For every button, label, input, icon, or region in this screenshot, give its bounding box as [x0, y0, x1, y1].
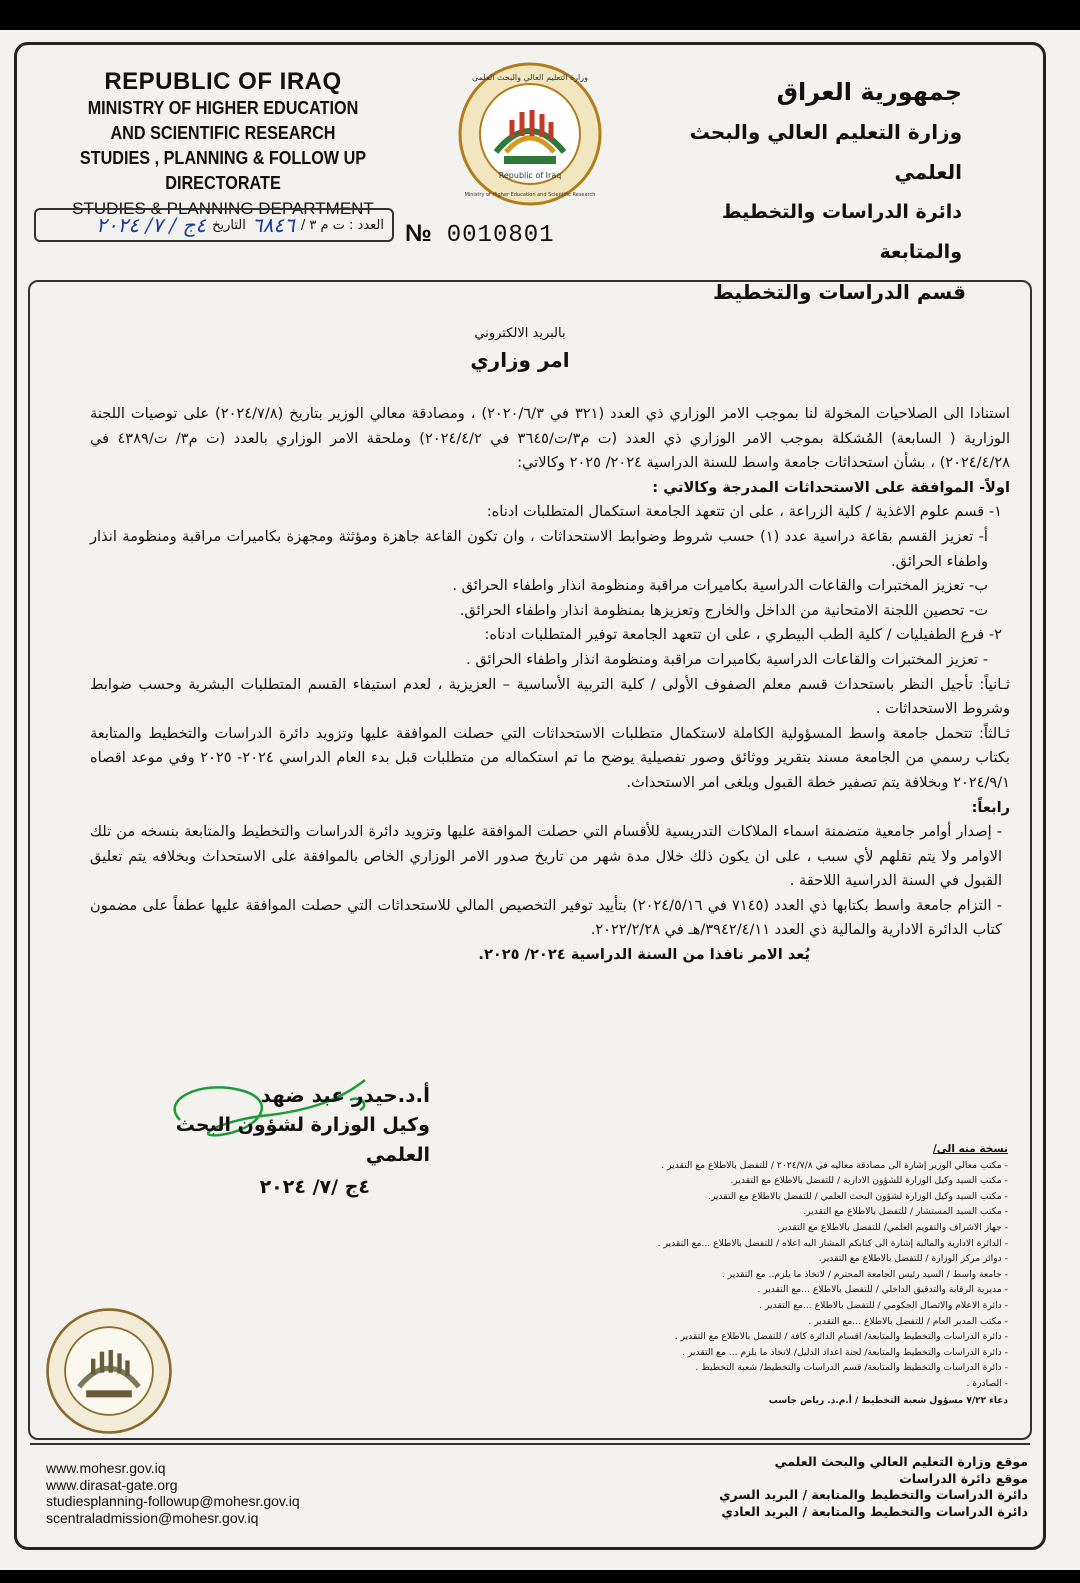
ministry-seal-icon	[456, 60, 604, 208]
effective-note: يُعد الامر نافذا من السنة الدراسية ٢٠٢٤/ ٢٠٢٥.	[478, 946, 810, 964]
copy-item: - دوائر مركز الوزارة / للتفضل بالاطلاع مع التقدير.	[818, 1253, 1008, 1265]
bottom-seal-icon	[44, 1306, 174, 1436]
ar-directorate: دائرة الدراسات والتخطيط والمتابعة	[721, 201, 962, 263]
footer-label: دائرة الدراسات والتخطيط والمتابعة / البريد السري	[719, 1487, 1028, 1502]
copy-item: - دائرة الدراسات والتخطيط والمتابعة/ قسم الدراسات والتخطيط/ شعبة التخطيط .	[695, 1362, 1008, 1374]
copy-item: - مكتب السيد المستشار / للتفضل بالاطلاع مع التقدير.	[803, 1206, 1008, 1218]
intro-paragraph: استنادا الى الصلاحيات المخولة لنا بموجب الامر الوزاري ذي العدد (٣٢١ في ٢٠٢٠/٦/٣) ، ومصادقة معالي الوزير بتاريخ (٢٠٢٤/٧/٨) على توصيات اللجنة الوزارية ( السابعة) المُشكلة بموجب الامر الوزاري ذي العدد (ت م٣/ت/٣٦٤٥ في ٢٠٢٤/٤/٢) وملحقة الامر الوزاري بالعدد (ت م٣/ ت/٤٣٨٩ في ٢٠٢٤/٤/٢٨) ، بشأن استحداثات جامعة واسط للسنة الدراسية ٢٠٢٤/ ٢٠٢٥ وكالاتي:	[90, 405, 1010, 472]
footer-labels	[719, 1454, 1028, 1520]
copies-footer: دعاء ٧/٢٢ مسؤول شعبة التخطيط / أ.م.د. رياض جاسب	[768, 1395, 1008, 1406]
copy-item: - مكتب السيد وكيل الوزارة للشؤون الادارية / للتفضل بالاطلاع مع التقدير.	[730, 1175, 1008, 1187]
copies-heading: نسخة منه الى/	[932, 1143, 1008, 1155]
svg-text:وزارة التعليم العالي والبحث ال: وزارة التعليم العالي والبحث العلمي	[472, 73, 588, 82]
section-first: اولاً- الموافقة على الاستحداثات المدرجة وكالاتي :	[652, 478, 1010, 496]
item-1b: ب- تعزيز المختبرات والقاعات الدراسية بكاميرات مراقبة ومنظومة انذار واطفاء الحرائق .	[452, 577, 988, 595]
en-republic: REPUBLIC OF IRAQ	[104, 68, 342, 95]
footer-links	[46, 1460, 300, 1526]
footer-email-regular[interactable]: scentraladmission@mohesr.gov.iq	[46, 1509, 259, 1526]
footer-link-dirasat[interactable]: www.dirasat-gate.org	[46, 1476, 178, 1493]
en-department: STUDIES & PLANNING DEPARTMENT	[72, 199, 374, 218]
email-label: بالبريد الالكتروني	[474, 326, 566, 341]
item-1a: أ- تعزيز القسم بقاعة دراسية عدد (١) حسب شروط وضوابط الاستحداثات ، وان تكون القاعة جاهزة ومؤثثة ومجهزة بكاميرات مراقبة ومنظومة انذار واطفاء الحرائق.	[90, 527, 988, 570]
copy-item: - مكتب معالي الوزير إشارة الى مصادقة معاليه في ٢٠٢٤/٧/٨ / للتفضل بالاطلاع مع التقدير .	[661, 1159, 1008, 1171]
copy-item: - جامعة واسط / السيد رئيس الجامعة المحترم / لاتخاذ ما يلزم.. مع التقدير .	[721, 1268, 1008, 1280]
item-1c: ت- تحصين اللجنة الامتحانية من الداخل والخارج وتعزيزها بمنظومة انذار واطفاء الحرائق.	[459, 601, 988, 619]
signature-date: ٤ج /٧/ ٢٠٢٤	[259, 1176, 370, 1198]
footer-link-ministry[interactable]: www.mohesr.gov.iq	[46, 1460, 166, 1476]
copy-item: - الدائرة الادارية والمالية إشارة الى كتابكم المشار اليه اعلاه / للتفضل بالاطلاع ...مع التقدير .	[657, 1237, 1008, 1249]
order-body	[90, 402, 1010, 968]
svg-text:Ministry of Higher Education a: Ministry of Higher Education and Scientific Research	[464, 192, 596, 198]
arabic-letterhead	[642, 72, 966, 312]
ref-date-value: ٤ج / ٧/ ٢٠٢٤	[96, 213, 207, 237]
copy-item: - الصادرة .	[966, 1377, 1008, 1389]
en-ministry-2: AND SCIENTIFIC RESEARCH	[110, 123, 336, 143]
seal-en-text: Republic of Iraq	[498, 171, 562, 180]
item-2: ٢- فرع الطفيليات / كلية الطب البيطري ، على ان تتعهد الجامعة توفير المتطلبات ادناه:	[484, 626, 1002, 644]
copy-item: - دائرة الاعلام والاتصال الحكومي / للتفضل بالاطلاع ...مع التقدير .	[759, 1299, 1008, 1311]
footer-email-confidential[interactable]: studiesplanning-followup@mohesr.gov.iq	[46, 1493, 300, 1510]
copy-item: - مكتب السيد وكيل الوزارة لشؤون البحث العلمي / للتفضل بالاطلاع مع التقدير.	[707, 1190, 1008, 1202]
en-ministry-1: MINISTRY OF HIGHER EDUCATION	[87, 98, 359, 118]
item-1: ١- قسم علوم الاغذية / كلية الزراعة ، على ان تتعهد الجامعة استكمال المتطلبات ادناه:	[486, 503, 1002, 521]
signatory-title: وكيل الوزارة لشؤون البحث العلمي	[175, 1114, 430, 1166]
item-2a: - تعزيز المختبرات والقاعات الدراسية بكاميرات مراقبة ومنظومة انذار واطفاء الحرائق .	[466, 650, 988, 668]
signature-block	[120, 1080, 430, 1204]
ref-date-label: التاريخ	[212, 217, 246, 233]
en-directorate: STUDIES , PLANNING & FOLLOW UP DIRECTORATE	[79, 148, 367, 193]
copy-item: - مديرية الرقابة والتدقيق الداخلي / للتفضل بالاطلاع ...مع التقدير .	[757, 1284, 1008, 1296]
copies-list	[608, 1142, 1008, 1409]
item-4b: - التزام جامعة واسط بكتابها ذي العدد (٧١٤٥ في ٢٠٢٤/٥/١٦) بتأييد توفير التخصيص المالي للاستحداثات التي حصلت الموافقة عليها عطفاً على مضمون كتاب الدائرة الادارية والمالية ذي العدد ٣٩٤٢/٤/١١/هـ في ٢٠٢٢/٢/٢٨.	[90, 896, 1003, 939]
serial-number: № 0010801	[405, 220, 555, 249]
footer-label: دائرة الدراسات والتخطيط والمتابعة / البريد العادي	[721, 1503, 1028, 1519]
reference-box	[34, 208, 394, 242]
ar-republic: جمهورية العراق	[776, 78, 962, 106]
footer-label: موقع وزارة التعليم العالي والبحث العلمي	[774, 1454, 1028, 1469]
section-fourth: رابعاً:	[971, 798, 1010, 816]
document-page	[0, 30, 1080, 1570]
ar-department: قسم الدراسات والتخطيط	[712, 280, 966, 304]
english-letterhead	[38, 68, 408, 222]
ref-number-label: العدد : ت م ٣ /	[300, 217, 384, 233]
ref-number-value: ٦٨٤٦	[251, 213, 295, 237]
copy-item: - دائرة الدراسات والتخطيط والمتابعة/ لجنة اعداد الدليل/ لاتخاذ ما يلزم ... مع التقدير .	[682, 1346, 1008, 1358]
item-4a: - إصدار أوامر جامعية متضمنة اسماء الملاكات التدريسية للأقسام التي حصلت الموافقة عليها وتزويد دائرة الدراسات والتخطيط والمتابعة بنسخه من تلك الاوامر ولا يتم نقلهم لأي سبب ، على ان يكون ذلك خلال مدة شهر من تاريخ صدور الامر الوزاري الخاص بالموافقة على الاستحداث وبخلافه يتم تعليق القبول في السنة الدراسية اللاحقة .	[90, 823, 1002, 890]
order-title: امر وزاري	[470, 348, 570, 372]
section-second: ثـانياً: تأجيل النظر باستحداث قسم معلم الصفوف الأولى / كلية التربية الأساسية – العزيزية ، لعدم استيفاء القسم المتطلبات البشرية وحسب ضوابط وشروط الاستحداثات .	[90, 675, 1010, 718]
section-third: ثـالثاً: تتحمل جامعة واسط المسؤولية الكاملة لاستكمال متطلبات الاستحداثات التي حصلت الموافقة عليها وتزويد دائرة الدراسات والتخطيط والمتابعة بكتاب رسمي من الجامعة مسند بتقرير ووثائق وصور تفصيلية يوضح ما تم استكماله من متطلبات قبل بدء العام الدراسي ٢٠٢٤- ٢٠٢٥ وفي موعد اقصاه ٢٠٢٤/٩/١ وبخلافة يتم تصفير خطة القبول ويلغى امر الاستحداث.	[90, 724, 1010, 791]
copy-item: - جهاز الاشراف والتقويم العلمي/ للتفضل بالاطلاع مع التقدير.	[777, 1221, 1008, 1233]
ar-ministry: وزارة التعليم العالي والبحث العلمي	[689, 120, 962, 184]
signatory-name: أ.د.حيدر عبد ضهد	[260, 1083, 430, 1107]
footer-label: موقع دائرة الدراسات	[899, 1470, 1028, 1486]
copy-item: - دائرة الدراسات والتخطيط والمتابعة/ اقسام الدائرة كافة / للتفضل بالاطلاع مع التقدير .	[674, 1331, 1008, 1343]
copy-item: - مكتب المدير العام / للتفضل بالاطلاع ...مع التقدير .	[808, 1315, 1008, 1327]
